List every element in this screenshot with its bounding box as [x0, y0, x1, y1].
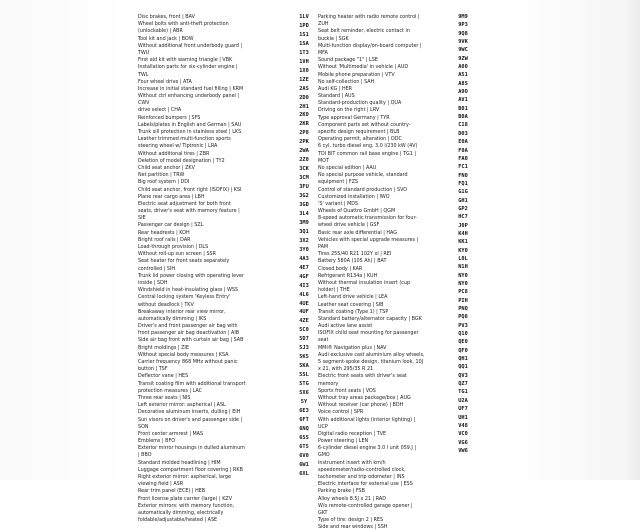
option-description: Rear trim panel (ECE) | HEB	[138, 488, 206, 495]
option-description: Windshield in heat-insulating glass | WSS	[138, 287, 239, 294]
option-description: Parking brake | FSB	[318, 488, 365, 495]
option-description: front passenger air bag deactivation | AIB	[138, 330, 240, 337]
option-code: 5Y	[300, 398, 308, 405]
option-code: 4GF	[299, 273, 309, 280]
option-description: Transit coating (Type 1) | TSP	[318, 308, 389, 315]
option-code: GP2	[458, 205, 468, 212]
option-description: SON	[138, 423, 149, 430]
option-description: 6 cyl. turbo diesel eng. 3.0 l/230 kW (4V)	[318, 143, 418, 150]
right-description-column	[318, 14, 452, 532]
option-description: Standard-production quality | QUA	[318, 100, 402, 107]
option-description: Tool kit and jack | BOW	[138, 35, 194, 42]
option-code: KK1	[458, 239, 468, 246]
option-description: Sun visors on driver's and passenger side |	[138, 416, 243, 423]
option-code: A8S	[458, 80, 468, 87]
option-code: Q10	[458, 331, 468, 338]
option-description: MMI® Navigation plus | NAV	[318, 344, 387, 351]
option-code: 2AS	[299, 85, 309, 92]
option-description: viewing field | ASR	[138, 481, 184, 488]
option-description: steering wheel w/ Tiptronic | LRA	[138, 143, 218, 150]
option-description: TWU	[138, 49, 150, 56]
option-code: 3G2	[299, 193, 309, 200]
option-description: seat	[318, 337, 329, 344]
option-description: PAM	[318, 244, 329, 250]
option-code: KY0	[458, 247, 468, 254]
option-description: Trunk sill protection in stainless steel | LKS	[138, 129, 242, 135]
page-edge-shadow	[626, 0, 640, 480]
option-code: 9M9	[458, 14, 468, 20]
option-description: Three rear seats | NIS	[138, 394, 191, 401]
option-description: MOT	[318, 157, 329, 164]
option-code: 3FU	[299, 184, 309, 191]
option-description: Without 'Multimedia' in vehicle | AUD	[318, 64, 409, 71]
option-code: D03	[458, 130, 468, 137]
option-description: Without receiver (car phone) | BDH	[318, 402, 404, 409]
option-code: 1T3	[299, 49, 309, 56]
option-code: V48	[458, 422, 468, 429]
option-code: 2KR	[299, 121, 309, 128]
option-code: 1SA	[299, 40, 309, 47]
option-description: Side and rear windows | SSH	[318, 524, 388, 531]
option-description: Type approval Germany | TYR	[318, 114, 390, 121]
option-code: 2P8	[299, 130, 309, 137]
option-description: button | TSF	[138, 366, 168, 373]
option-code: 2PK	[299, 139, 309, 146]
option-description: MFA	[318, 49, 328, 56]
option-code: 5D7	[299, 336, 309, 343]
option-description: Alloy wheels 8.5J x 21 | RAD	[318, 495, 386, 502]
option-description: Sound package "1" | LSE	[318, 57, 378, 64]
option-description: GKT	[318, 509, 328, 516]
option-code: 4I3	[299, 282, 309, 289]
option-description: TWL	[138, 71, 149, 78]
option-description: foldable/adjustable/heated | ASE	[138, 517, 218, 524]
option-description: buckle | SGK	[318, 35, 349, 42]
option-description: CWV	[138, 100, 150, 107]
option-description: Rear headrests | KOH	[138, 229, 190, 236]
option-code: TG1	[458, 389, 468, 396]
option-description: Tires 255/40 R21 102Y xl | REI	[318, 251, 392, 258]
option-description: Without additional front underbody guard |	[138, 42, 243, 49]
option-code: FC1	[458, 164, 468, 171]
option-code: PQ8	[458, 314, 468, 321]
option-code: A51	[458, 72, 468, 79]
option-code: 2H1	[299, 103, 309, 110]
option-description: (unlockable) | ABR	[138, 28, 183, 35]
option-description: Net partition | TRW	[138, 172, 185, 179]
option-description: Vehicles with special upgrade measures |	[318, 236, 419, 243]
option-description: Exterior mirror housings in dulled aluminum	[138, 445, 245, 452]
option-code: 4E7	[299, 264, 309, 271]
option-description: Increase in initial standard fuel filling | KRM	[138, 85, 244, 92]
option-description: Mobile phone preparation | VTV	[318, 71, 395, 78]
option-code: 1VH	[299, 58, 309, 65]
option-description: Deletion of model designation | TY2	[138, 157, 225, 164]
option-description: Component parts set without country-	[318, 121, 411, 128]
option-code: PV3	[458, 322, 468, 329]
option-code: 5K5	[299, 354, 309, 361]
option-description: 'S' variant | MDS	[318, 200, 359, 207]
option-description: No self-collection | SAH	[318, 78, 375, 85]
option-code: 6NQ	[299, 425, 309, 432]
option-code: QV3	[458, 372, 468, 379]
option-code: 6FT	[299, 416, 309, 423]
option-description: Audi KG | HER	[318, 85, 353, 92]
option-description: Without tray areas package/box | AUG	[318, 394, 411, 401]
option-description: Leather seat covering | SIB	[318, 301, 384, 308]
option-description: Deflector vane | HES	[138, 373, 189, 380]
option-description: Child seat anchor, front right (ISOFIX) | KSI	[138, 186, 242, 193]
option-description: tachometer and trip odometer | INS	[318, 474, 405, 480]
option-description: ISOFIX child seat mounting for passenger	[318, 330, 419, 337]
option-code: 5J3	[299, 345, 309, 352]
option-code: VG6	[458, 439, 468, 446]
option-code: 3M9	[299, 219, 309, 226]
option-code: VC0	[458, 431, 468, 438]
option-description: Wheels of Quattro GmbH | QGM	[318, 208, 396, 215]
option-code: 5C0	[299, 327, 309, 334]
option-description: No special purpose vehicle, standard	[318, 172, 408, 179]
option-description: controlled | SIH	[138, 265, 176, 272]
option-description: Without special body measures | KSA	[138, 351, 229, 358]
option-description: With additional lights (interior lighting) |	[318, 416, 416, 423]
left-description-column	[138, 14, 292, 524]
option-code: PC8	[458, 289, 468, 296]
option-code: FQ1	[458, 180, 468, 187]
option-description: Audi active lane assist	[318, 323, 373, 330]
option-description: Type of tire: design 2 | RES	[318, 517, 384, 524]
option-description: TDI BIT common rail base engine | TG1 |	[318, 150, 417, 157]
option-description: Electric front seats with driver's seat	[318, 373, 407, 380]
option-code: 6SS	[299, 434, 309, 441]
option-description: seats, driver's seat with memory feature |	[138, 208, 240, 215]
option-description: Big roof system | DDI	[138, 179, 190, 186]
option-description: Emblems | BFO	[138, 438, 176, 445]
option-description: Multi-function display/on-board computer |	[318, 42, 422, 49]
option-description: Disc brakes, front | BAV	[138, 14, 195, 20]
option-description: Installation parts for six-cylinder engine |	[138, 64, 238, 71]
option-code: 4ZE	[299, 318, 309, 325]
option-description: W/o remote-controlled garage opener |	[318, 502, 413, 509]
option-description: Without thermal insulation insert (cup	[318, 279, 411, 286]
option-code: 6E3	[299, 407, 309, 414]
option-description: Basic rear axle differential | HAG	[318, 229, 397, 236]
option-code: 9WC	[458, 47, 468, 54]
option-code: UH1	[458, 414, 468, 421]
option-description: inside | SDH	[138, 279, 168, 286]
option-description: ZUH	[318, 21, 329, 28]
option-code: 3CK	[299, 166, 309, 173]
option-description: Trunk lid power closing with operating lever	[138, 272, 244, 279]
option-description: Audi exclusive cast aluminium alloy wheels,	[318, 351, 425, 358]
option-description: Decorative aluminum inserts, dulling | EIH	[138, 409, 241, 416]
option-code: 2D0	[299, 94, 309, 101]
option-description: Left-hand drive vehicle | LEA	[318, 294, 388, 301]
option-code: 5X6	[299, 390, 309, 397]
option-description: No special edition | AAU	[318, 164, 377, 171]
option-description: Instrument insert with km/h	[318, 459, 386, 466]
option-code: A9O	[458, 89, 468, 96]
option-code: 3Q1	[299, 228, 309, 235]
option-description: Side air bag front with curtain air bag | SAB	[138, 337, 244, 344]
option-description: Bright roof rails | DAR	[138, 236, 191, 243]
option-description: Driving on the right | LRV	[318, 107, 380, 114]
option-description: Operating permit, alteration | ODC	[318, 136, 402, 143]
option-description: Electric interface for external use | ESS	[318, 481, 413, 488]
option-description: Load-through provision | DLS	[138, 244, 209, 250]
option-description: 8-speed automatic transmission for four-	[318, 215, 417, 222]
option-code: QQ1	[458, 364, 468, 371]
option-description: without deadlock | TKV	[138, 301, 194, 308]
option-description: equipment | FZS	[318, 179, 359, 186]
option-code: UF7	[458, 406, 468, 413]
option-code: K4H	[458, 230, 468, 237]
option-description: automatically dimming | IKS	[138, 315, 207, 322]
option-description: Parking heater with radio remote control |	[318, 14, 420, 20]
option-description: Central locking system 'Keyless Entry'	[138, 294, 231, 301]
option-description: Transit coating film with additional transport	[138, 380, 246, 387]
option-code: 4UE	[299, 300, 309, 307]
option-description: Seat belt reminder, electric contact in	[318, 28, 410, 35]
option-code: 1X0	[299, 67, 309, 74]
option-code: A00	[458, 64, 468, 71]
option-description: Control of standard production | SVO	[318, 186, 408, 193]
option-description: 5 segment-spoke design, titanium look, 10J	[318, 359, 424, 365]
option-code: HC7	[458, 214, 468, 221]
option-description: GMO	[318, 452, 330, 459]
option-code: 6W1	[299, 461, 309, 468]
option-description: Carrier frequency 868 MHz without panic	[138, 359, 238, 365]
option-description: wheel drive vehicle | GSF	[318, 222, 380, 229]
option-code: GH1	[458, 197, 468, 204]
option-description: Leather trimmed multi-function sports	[138, 136, 231, 143]
option-description: Without roll-up sun screen | SSR	[138, 251, 216, 258]
option-code: 2Z0	[299, 157, 309, 164]
option-description: Electric seat adjustment for both front	[138, 200, 231, 207]
option-description: automatically dimming, electrically	[138, 509, 224, 516]
option-code: NY0	[458, 272, 468, 279]
option-description: First aid kit with warning triangle | VBK	[138, 57, 233, 64]
option-description: specific design requirement | BLB	[318, 129, 400, 135]
option-code: 1ZE	[299, 76, 309, 83]
option-description: Front center armrest | MAS	[138, 430, 204, 437]
option-description: Reinforced bumpers | SFS	[138, 114, 201, 121]
option-description: Without ctrl enhancing underbody panel |	[138, 93, 240, 100]
option-code: VW6	[458, 447, 468, 454]
option-code: PNQ	[458, 306, 468, 313]
option-description: Battery 580A (105 Ah) | BAT	[318, 258, 387, 265]
option-description: | BBO	[138, 452, 152, 459]
option-description: Without additional tires | ZBR	[138, 150, 210, 157]
option-description: Standard battery/alternator capacity | BGK	[318, 315, 422, 322]
option-code: B01	[458, 105, 468, 112]
option-code: E0A	[458, 139, 468, 146]
option-code: 5SL	[299, 372, 309, 379]
option-description: Voice control | SPR	[318, 409, 364, 416]
option-code: 1PD	[299, 22, 309, 29]
option-description: UCP	[318, 423, 328, 430]
option-code: NY0	[458, 281, 468, 287]
option-code: 5KA	[299, 363, 309, 370]
option-description: Breakaway interior rear view mirror,	[138, 308, 226, 315]
option-description: Passenger car design | SZL	[138, 222, 204, 229]
option-code: 6V0	[299, 452, 309, 459]
option-code: B0A	[458, 114, 468, 121]
option-description: Labels/plates in English and German | SAU	[138, 121, 242, 128]
option-code: AV1	[458, 97, 468, 104]
option-description: memory	[318, 380, 339, 387]
option-description: Luggage compartment floor covering | RKB	[138, 466, 243, 473]
option-description: Bright moldings | ZIE	[138, 344, 189, 351]
option-description: Right exterior mirror: aspherical, large	[138, 474, 231, 480]
option-code: 3X2	[299, 237, 309, 244]
option-code: QZ7	[458, 381, 468, 388]
option-code: QF0	[458, 347, 468, 354]
option-code: J0P	[458, 222, 468, 229]
option-description: Standard | AUS	[318, 93, 355, 100]
option-description: Plane rear cargo area | LBH	[138, 193, 205, 200]
option-code: 6T5	[299, 443, 309, 450]
option-description: 6-cylinder diesel engine 3.0 l unit 059.J |	[318, 445, 416, 452]
option-description: SIE	[138, 215, 146, 222]
option-code: QH1	[458, 356, 468, 363]
option-code: 4UF	[299, 309, 309, 316]
option-code: 9P3	[458, 22, 468, 29]
option-code: 3CM	[299, 175, 309, 182]
option-description: protection measures | LAC	[138, 387, 203, 394]
option-description: Wheel bolts with anti-theft protection	[138, 21, 229, 28]
option-description: Closed body | KAR	[318, 265, 363, 272]
left-code-column	[293, 14, 315, 480]
option-code: 2K0	[299, 112, 309, 119]
option-code: 2WA	[299, 148, 309, 155]
option-code: 3L4	[299, 210, 309, 217]
option-code: 6XL	[299, 470, 309, 477]
option-description: Left exterior mirror: aspherical | ASL	[138, 402, 226, 409]
option-description: x 21, with 295/35 R 21	[318, 366, 374, 373]
option-description: Front license plate carrier (large) | KZV	[138, 495, 233, 502]
option-code: C18	[458, 122, 468, 129]
option-description: Exterior mirrors: with memory function,	[138, 502, 235, 509]
option-description: Child seat anchor | ZKV	[138, 164, 195, 171]
option-code: 5TG	[299, 381, 309, 388]
option-code: PIH	[458, 297, 468, 304]
right-code-column	[448, 14, 478, 456]
option-description: Refrigerant R134a | KUH	[318, 272, 378, 279]
option-code: L0L	[458, 255, 468, 262]
option-code: 3Y0	[299, 246, 309, 253]
option-code: 9Q8	[458, 30, 468, 37]
option-description: Digital radio reception | TVE	[318, 430, 387, 437]
option-description: drive select | CHA	[138, 107, 182, 114]
option-description: Sports front seats | VOS	[318, 387, 376, 394]
option-code: FN0	[458, 172, 468, 179]
option-code: 4L6	[299, 291, 309, 298]
option-code: G1G	[458, 189, 468, 196]
option-description: Customized installation | IWO	[318, 193, 390, 200]
option-description: speedometer/radio-controlled clock,	[318, 466, 406, 473]
option-description: Standard molded headlining | HIM	[138, 459, 221, 466]
option-description: Seat heater for front seats separately	[138, 258, 230, 265]
option-code: 1S1	[299, 31, 309, 38]
option-description: Driver's and front passenger air bag with	[138, 323, 238, 330]
option-code: QE0	[458, 339, 468, 346]
option-code: 9ZW	[458, 55, 468, 62]
option-code: F0A	[458, 147, 468, 154]
option-description: Power steering | LEN	[318, 438, 369, 445]
option-code: U2A	[458, 397, 468, 404]
option-code: 1LV	[299, 14, 309, 20]
option-code: FA0	[458, 155, 468, 162]
option-description: Four wheel drive | ATA	[138, 78, 192, 85]
option-description: holder) | THE	[318, 287, 350, 294]
option-code: 4A3	[299, 255, 309, 262]
option-code: 9VK	[458, 39, 468, 46]
option-code: N1H	[458, 264, 468, 271]
option-code: 3GD	[299, 202, 309, 209]
